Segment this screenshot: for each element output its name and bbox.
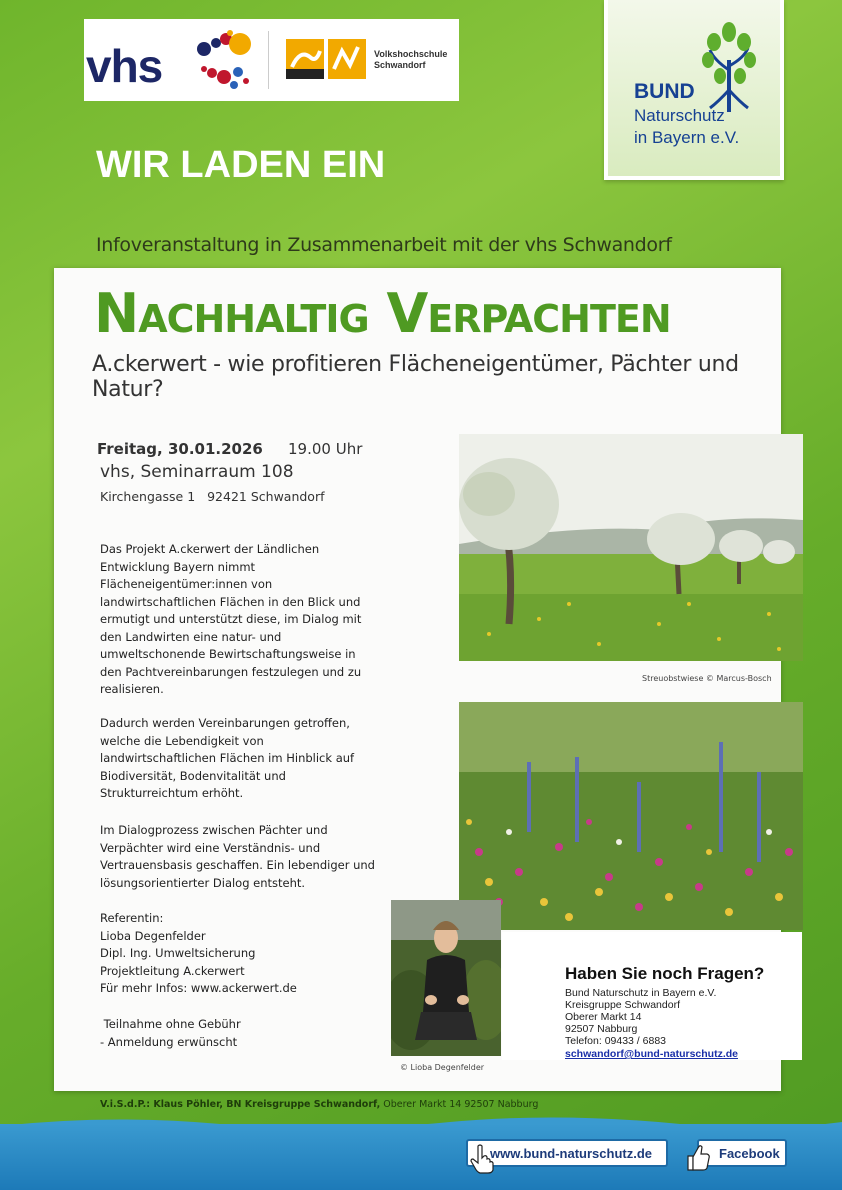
- bund-subtitle-line: Naturschutz: [634, 106, 725, 125]
- imprint: V.i.S.d.P.: Klaus Pöhler, BN Kreisgruppe Schwandorf, Oberer Markt 14 92507 Nabburg: [100, 1099, 539, 1110]
- event-room: vhs, Seminarraum 108: [100, 462, 294, 482]
- event-time: 19.00 Uhr: [288, 440, 363, 458]
- website-button-label: www.bund-naturschutz.de: [490, 1145, 653, 1161]
- contact-line: Kreisgruppe Schwandorf: [565, 999, 680, 1011]
- bund-name: BUND: [634, 80, 695, 103]
- vhs-school-name: Volkshochschule Schwandorf: [374, 49, 448, 70]
- facebook-button-label: Facebook: [719, 1145, 780, 1161]
- photo-caption: Streuobstwiese © Marcus-Bosch: [642, 674, 772, 683]
- contact-phone: Telefon: 09433 / 6883: [565, 1035, 667, 1047]
- vhs-dots-icon: [190, 29, 265, 91]
- page-title: Nachhaltig Verpachten: [94, 282, 671, 345]
- description-paragraph: Dadurch werden Vereinbarungen getroffen, welche die Lebendigkeit von landwirtschaftlichen Flächen im Hinblick auf Biodiversität, Bodenvitalität und Strukturreichtum erhöht.: [100, 716, 355, 800]
- photo-caption: © Lioba Degenfelder: [400, 1063, 485, 1072]
- participation-notes: Teilnahme ohne Gebühr - Anmeldung erwünscht: [100, 1017, 241, 1049]
- thumbs-up-icon: [686, 1142, 710, 1172]
- event-address: Kirchengasse 1 92421 Schwandorf: [100, 489, 325, 504]
- facebook-button[interactable]: [697, 1139, 787, 1167]
- invite-heading: WIR LADEN EIN: [96, 144, 386, 186]
- orchard-photo: [459, 434, 803, 661]
- description-paragraph: Im Dialogprozess zwischen Pächter und Verpächter wird eine Verständnis- und Vertrauensbasis geschaffen. Ein lebendiger und lösungsorientierter Dialog entsteht.: [100, 823, 375, 890]
- vhs-logo-text: vhs: [86, 40, 163, 92]
- contact-box: [502, 932, 802, 1060]
- vhs-schwandorf-badge-icon: [286, 39, 366, 79]
- logo-divider: [268, 31, 269, 89]
- contact-line: 92507 Nabburg: [565, 1023, 638, 1035]
- description-paragraph: Das Projekt A.ckerwert der Ländlichen Entwicklung Bayern nimmt Flächeneigentümer:innen von landwirtschaftlichen Flächen in den Blick und ermutigt und unterstützt diese, im Dialog mit den Landwirten eine natur- und umweltschonende Bewirtschaftungsweise in den Pachtvereinbarungen festzulegen und zu realisieren.: [100, 542, 362, 696]
- contact-line: Bund Naturschutz in Bayern e.V.: [565, 987, 717, 999]
- event-subtitle: Infoveranstaltung in Zusammenarbeit mit der vhs Schwandorf: [96, 234, 672, 256]
- bund-subtitle-line: in Bayern e.V.: [634, 128, 740, 147]
- referent-portrait-photo: [391, 900, 501, 1056]
- hand-pointer-icon: [470, 1144, 494, 1174]
- website-button[interactable]: [466, 1139, 668, 1167]
- event-card: [54, 268, 781, 1091]
- contact-line: Oberer Markt 14: [565, 1011, 642, 1023]
- bund-logo: [604, 0, 784, 180]
- event-date: Freitag, 30.01.2026: [97, 440, 263, 458]
- contact-email-link[interactable]: schwandorf@bund-naturschutz.de: [565, 1048, 738, 1060]
- event-tagline: A.ckerwert - wie profitieren Flächeneigentümer, Pächter und Natur?: [92, 352, 739, 402]
- vhs-logo: [84, 19, 459, 101]
- wildflower-meadow-photo: [459, 702, 803, 930]
- tree-icon: [700, 20, 758, 112]
- contact-heading: Haben Sie noch Fragen?: [565, 964, 765, 983]
- referent-info: Referentin: Lioba Degenfelder Dipl. Ing. Umweltsicherung Projektleitung A.ckerwert Für mehr Infos: www.ackerwert.de: [100, 911, 297, 995]
